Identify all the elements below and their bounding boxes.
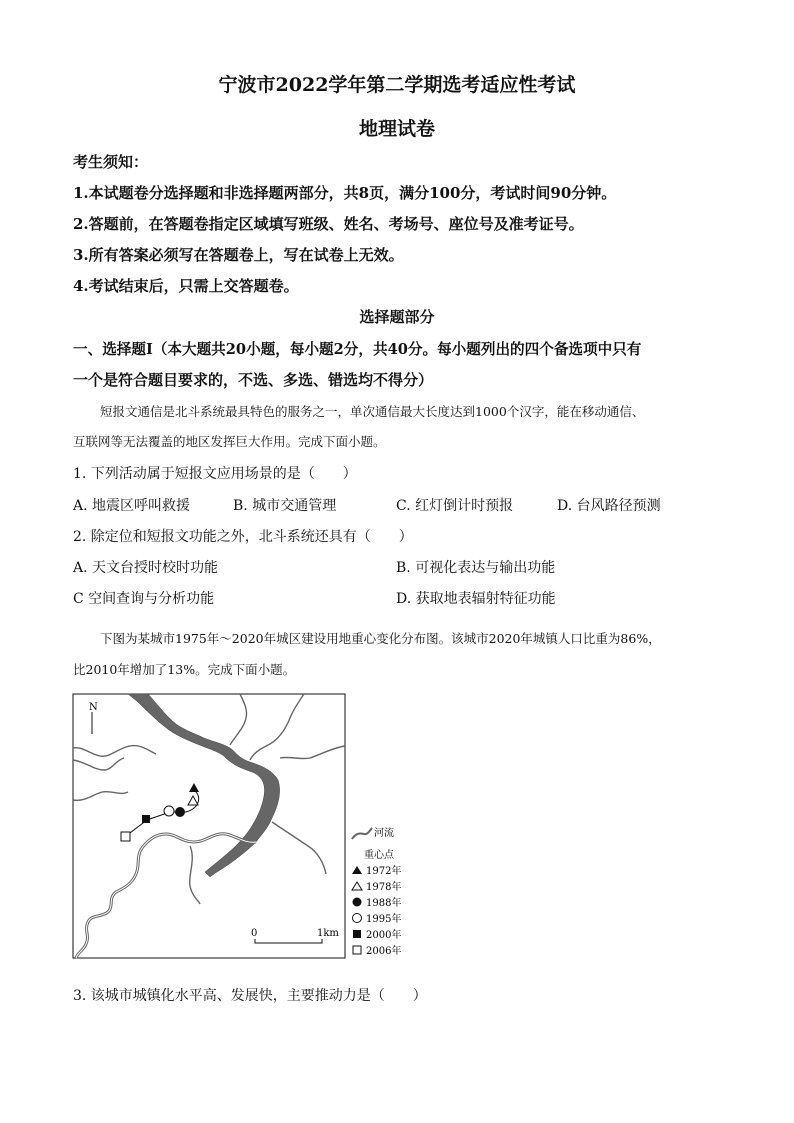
legend-1972: 1972年 <box>366 866 402 877</box>
q2-option-a[interactable]: A. 天文台授时校时功能 <box>73 560 219 576</box>
legend-2006: 2006年 <box>366 946 402 957</box>
exam-title: 宁波市2022学年第二学期选考适应性考试 <box>218 74 576 96</box>
centroid-2006 <box>121 832 130 841</box>
legend-2000-icon <box>353 930 361 938</box>
section-instructions-line1: 一、选择题Ⅰ（本大题共20小题，每小题2分，共40分。每小题列出的四个备选项中只有 <box>73 341 642 358</box>
scale-zero: 0 <box>251 928 258 939</box>
q1-option-d[interactable]: D. 台风路径预测 <box>557 498 661 514</box>
q3-stem: 3. 该城市城镇化水平高、发展快，主要推动力是（ ） <box>73 988 427 1004</box>
river-north-branch-2 <box>250 694 304 760</box>
centroid-2000 <box>142 815 150 823</box>
centroid-1988 <box>175 807 185 817</box>
section-instructions-line2: 一个是符合题目要求的，不选、多选、错选均不得分） <box>73 371 434 389</box>
river-west <box>73 792 128 801</box>
river-northeast <box>280 746 345 759</box>
centroid-trajectory <box>126 790 199 836</box>
passage2-line1: 下图为某城市1975年～2020年城区建设用地重心变化分布图。该城市2020年城镇人口比重为86%， <box>100 631 661 646</box>
section-title: 选择题部分 <box>359 308 435 326</box>
notice-heading: 考生须知： <box>73 153 149 171</box>
scale-end: 1km <box>317 928 339 939</box>
river-west-north <box>73 758 124 770</box>
legend-1978: 1978年 <box>366 882 402 893</box>
centroid-1995 <box>164 806 174 816</box>
passage2-line2: 比2010年增加了13%。完成下面小题。 <box>73 662 296 677</box>
north-label: N <box>89 702 98 713</box>
legend-river-icon <box>352 828 372 839</box>
q1-option-a[interactable]: A. 地震区呼叫救援 <box>73 498 191 514</box>
notice-item-2: 2.答题前，在答题卷指定区域填写班级、姓名、考场号、座位号及准考证号。 <box>73 215 584 233</box>
river-east <box>272 822 326 874</box>
river-south <box>190 846 200 904</box>
q2-option-c[interactable]: C 空间查询与分析功能 <box>73 591 215 607</box>
q2-option-b[interactable]: B. 可视化表达与输出功能 <box>396 560 556 576</box>
centroid-1972 <box>189 783 199 792</box>
legend-title: 重心点 <box>364 850 394 861</box>
q1-option-c[interactable]: C. 红灯倒计时预报 <box>396 498 514 514</box>
q2-option-d[interactable]: D. 获取地表辐射特征功能 <box>396 591 556 607</box>
notice-item-1: 1.本试题卷分选择题和非选择题两部分，共8页，满分100分，考试时间90分钟。 <box>73 184 617 202</box>
legend-1988-icon <box>353 898 362 907</box>
passage1-line2: 互联网等无法覆盖的地区发挥巨大作用。完成下面小题。 <box>73 434 386 449</box>
legend-1988: 1988年 <box>366 898 402 909</box>
main-river <box>128 694 280 877</box>
passage1-line1: 短报文通信是北斗系统最具特色的服务之一，单次通信最大长度达到1000个汉字，能在移动通信、 <box>100 404 645 419</box>
legend-1995: 1995年 <box>366 914 402 925</box>
river-northwest <box>73 746 156 757</box>
scale-bar <box>255 939 322 943</box>
exam-subtitle: 地理试卷 <box>358 118 435 140</box>
map-frame <box>73 694 345 958</box>
legend-1995-icon <box>353 914 362 923</box>
centroid-1978 <box>188 796 198 805</box>
notice-item-3: 3.所有答案必须写在答题卷上，写在试卷上无效。 <box>73 246 404 264</box>
legend-1972-icon <box>352 866 362 874</box>
legend-2006-icon <box>353 946 361 954</box>
legend-1978-icon <box>352 882 362 890</box>
notice-item-4: 4.考试结束后，只需上交答题卷。 <box>73 277 299 295</box>
q1-stem: 1. 下列活动属于短报文应用场景的是（ ） <box>73 466 357 482</box>
legend-2000: 2000年 <box>366 930 402 941</box>
legend-river-label: 河流 <box>374 828 394 839</box>
river-north-branch <box>230 694 247 745</box>
q2-stem: 2. 除定位和短报文功能之外，北斗系统还具有（ ） <box>73 529 413 545</box>
q1-option-b[interactable]: B. 城市交通管理 <box>233 498 337 514</box>
